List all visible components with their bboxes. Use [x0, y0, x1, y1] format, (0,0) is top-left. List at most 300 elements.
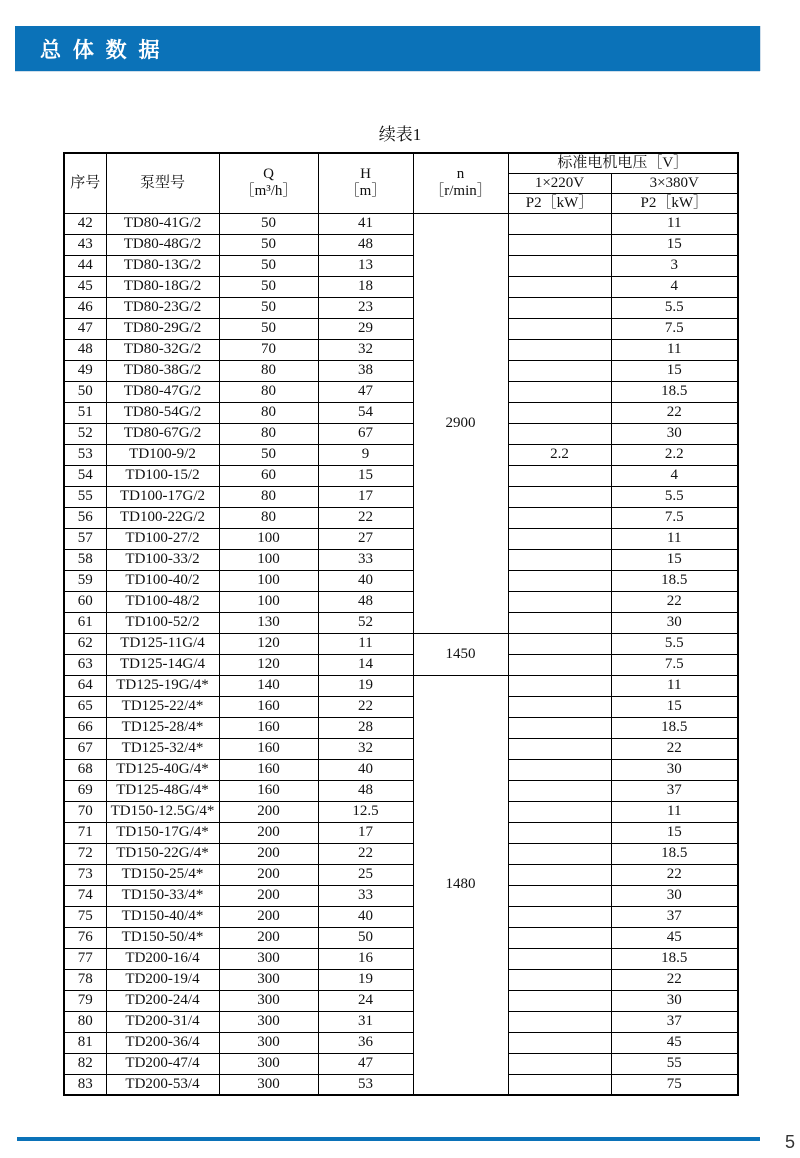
cell-power-220: [508, 633, 611, 654]
cell-power-380: 2.2: [611, 444, 738, 465]
cell-model: TD125-28/4*: [106, 717, 219, 738]
cell-head: 47: [318, 381, 413, 402]
table-row: [64, 570, 738, 591]
cell-head: 52: [318, 612, 413, 633]
table-row: [64, 423, 738, 444]
cell-flow: 100: [219, 528, 318, 549]
cell-power-220: 2.2: [508, 444, 611, 465]
cell-head: 22: [318, 696, 413, 717]
cell-index: 52: [64, 423, 106, 444]
cell-power-220: [508, 528, 611, 549]
cell-head: 25: [318, 864, 413, 885]
table-row: [64, 906, 738, 927]
cell-power-380: 18.5: [611, 381, 738, 402]
cell-power-220: [508, 717, 611, 738]
cell-power-380: 37: [611, 906, 738, 927]
header-flow: [219, 153, 318, 213]
cell-head: 38: [318, 360, 413, 381]
cell-index: 60: [64, 591, 106, 612]
cell-head: 33: [318, 549, 413, 570]
table-header: [64, 153, 738, 213]
cell-power-380: 4: [611, 276, 738, 297]
cell-flow: 50: [219, 444, 318, 465]
table-row: [64, 969, 738, 990]
cell-model: TD80-32G/2: [106, 339, 219, 360]
page-number: 5: [785, 1132, 796, 1152]
cell-head: 17: [318, 822, 413, 843]
cell-power-220: [508, 507, 611, 528]
cell-index: 81: [64, 1032, 106, 1053]
cell-model: TD80-41G/2: [106, 213, 219, 234]
cell-head: 32: [318, 339, 413, 360]
table-row: [64, 927, 738, 948]
cell-power-380: 15: [611, 696, 738, 717]
cell-head: 28: [318, 717, 413, 738]
header-flow-symbol: Q: [263, 166, 274, 183]
cell-power-220: [508, 570, 611, 591]
header-index: 序号: [64, 153, 106, 213]
cell-index: 75: [64, 906, 106, 927]
cell-power-380: 18.5: [611, 717, 738, 738]
table-row: [64, 591, 738, 612]
cell-power-380: 30: [611, 990, 738, 1011]
cell-flow: 120: [219, 654, 318, 675]
cell-head: 41: [318, 213, 413, 234]
table-row: [64, 780, 738, 801]
cell-head: 12.5: [318, 801, 413, 822]
cell-power-220: [508, 948, 611, 969]
cell-model: TD150-40/4*: [106, 906, 219, 927]
cell-head: 22: [318, 507, 413, 528]
cell-power-220: [508, 1053, 611, 1074]
cell-power-380: 15: [611, 822, 738, 843]
cell-head: 40: [318, 570, 413, 591]
cell-flow: 300: [219, 1074, 318, 1095]
cell-power-220: [508, 318, 611, 339]
cell-power-380: 18.5: [611, 570, 738, 591]
section-title: 总 体 数 据: [40, 38, 163, 62]
cell-index: 66: [64, 717, 106, 738]
cell-power-220: [508, 297, 611, 318]
cell-model: TD125-40G/4*: [106, 759, 219, 780]
cell-head: 54: [318, 402, 413, 423]
table-row: [64, 507, 738, 528]
table-caption: 续表1: [378, 125, 422, 144]
cell-index: 55: [64, 486, 106, 507]
cell-head: 50: [318, 927, 413, 948]
cell-head: 48: [318, 780, 413, 801]
cell-model: TD100-17G/2: [106, 486, 219, 507]
cell-model: TD125-48G/4*: [106, 780, 219, 801]
cell-power-220: [508, 738, 611, 759]
cell-index: 61: [64, 612, 106, 633]
cell-power-220: [508, 1011, 611, 1032]
cell-index: 46: [64, 297, 106, 318]
cell-flow: 200: [219, 843, 318, 864]
cell-power-220: [508, 843, 611, 864]
cell-model: TD200-16/4: [106, 948, 219, 969]
cell-model: TD100-40/2: [106, 570, 219, 591]
cell-power-220: [508, 906, 611, 927]
cell-flow: 200: [219, 885, 318, 906]
cell-index: 64: [64, 675, 106, 696]
cell-power-220: [508, 486, 611, 507]
cell-power-380: 37: [611, 780, 738, 801]
cell-flow: 200: [219, 906, 318, 927]
cell-head: 11: [318, 633, 413, 654]
cell-power-380: 18.5: [611, 948, 738, 969]
cell-flow: 160: [219, 780, 318, 801]
cell-index: 53: [64, 444, 106, 465]
cell-power-220: [508, 696, 611, 717]
cell-index: 72: [64, 843, 106, 864]
cell-power-220: [508, 612, 611, 633]
cell-power-380: 11: [611, 801, 738, 822]
cell-model: TD125-11G/4: [106, 633, 219, 654]
cell-flow: 300: [219, 1011, 318, 1032]
cell-head: 32: [318, 738, 413, 759]
header-voltage-380: 3×380V: [611, 173, 738, 193]
table-row: [64, 885, 738, 906]
cell-index: 79: [64, 990, 106, 1011]
cell-index: 74: [64, 885, 106, 906]
cell-flow: 200: [219, 864, 318, 885]
table-row: [64, 633, 738, 654]
cell-flow: 160: [219, 717, 318, 738]
header-voltage-group: 标准电机电压［V］: [508, 153, 738, 173]
cell-power-220: [508, 864, 611, 885]
cell-model: TD100-15/2: [106, 465, 219, 486]
table-row: [64, 759, 738, 780]
cell-model: TD80-29G/2: [106, 318, 219, 339]
header-speed-symbol: n: [456, 166, 465, 183]
cell-flow: 200: [219, 822, 318, 843]
cell-index: 57: [64, 528, 106, 549]
cell-index: 70: [64, 801, 106, 822]
table-row: [64, 255, 738, 276]
cell-power-220: [508, 213, 611, 234]
cell-model: TD125-14G/4: [106, 654, 219, 675]
cell-power-220: [508, 1032, 611, 1053]
cell-power-220: [508, 801, 611, 822]
cell-speed: 1450: [413, 633, 508, 675]
cell-model: TD80-13G/2: [106, 255, 219, 276]
cell-power-220: [508, 927, 611, 948]
cell-power-380: 75: [611, 1074, 738, 1095]
header-speed: [413, 153, 508, 213]
table-row: [64, 1032, 738, 1053]
cell-head: 13: [318, 255, 413, 276]
cell-index: 44: [64, 255, 106, 276]
cell-head: 36: [318, 1032, 413, 1053]
cell-model: TD150-25/4*: [106, 864, 219, 885]
header-head-symbol: H: [360, 166, 371, 183]
cell-model: TD200-31/4: [106, 1011, 219, 1032]
cell-model: TD100-52/2: [106, 612, 219, 633]
section-header-bar: [15, 26, 760, 71]
cell-power-380: 4: [611, 465, 738, 486]
cell-speed: 2900: [413, 213, 508, 633]
cell-model: TD200-47/4: [106, 1053, 219, 1074]
cell-power-380: 15: [611, 549, 738, 570]
cell-head: 67: [318, 423, 413, 444]
cell-index: 54: [64, 465, 106, 486]
cell-flow: 80: [219, 360, 318, 381]
cell-flow: 50: [219, 276, 318, 297]
table-row: [64, 297, 738, 318]
cell-head: 33: [318, 885, 413, 906]
cell-flow: 70: [219, 339, 318, 360]
cell-power-380: 30: [611, 885, 738, 906]
cell-index: 50: [64, 381, 106, 402]
cell-power-380: 5.5: [611, 297, 738, 318]
footer-accent-line: [17, 1137, 760, 1141]
cell-flow: 160: [219, 696, 318, 717]
cell-power-380: 7.5: [611, 318, 738, 339]
cell-index: 47: [64, 318, 106, 339]
cell-power-220: [508, 465, 611, 486]
cell-index: 73: [64, 864, 106, 885]
cell-speed: 1480: [413, 675, 508, 1095]
cell-flow: 50: [219, 318, 318, 339]
cell-model: TD80-47G/2: [106, 381, 219, 402]
cell-index: 42: [64, 213, 106, 234]
cell-head: 27: [318, 528, 413, 549]
cell-power-220: [508, 1074, 611, 1095]
cell-flow: 50: [219, 234, 318, 255]
cell-flow: 200: [219, 927, 318, 948]
table-body: [64, 213, 738, 1095]
cell-model: TD150-33/4*: [106, 885, 219, 906]
header-head-unit: ［m］: [344, 183, 387, 200]
cell-flow: 100: [219, 549, 318, 570]
cell-index: 69: [64, 780, 106, 801]
table-row: [64, 276, 738, 297]
cell-power-220: [508, 990, 611, 1011]
table-row: [64, 528, 738, 549]
cell-power-380: 7.5: [611, 654, 738, 675]
table-row: [64, 738, 738, 759]
table-row: [64, 948, 738, 969]
table-row: [64, 822, 738, 843]
cell-head: 14: [318, 654, 413, 675]
cell-model: TD80-54G/2: [106, 402, 219, 423]
cell-index: 59: [64, 570, 106, 591]
cell-flow: 160: [219, 738, 318, 759]
cell-power-220: [508, 549, 611, 570]
cell-power-380: 15: [611, 234, 738, 255]
cell-power-220: [508, 780, 611, 801]
cell-power-380: 30: [611, 423, 738, 444]
cell-power-380: 22: [611, 969, 738, 990]
cell-power-220: [508, 255, 611, 276]
cell-power-220: [508, 276, 611, 297]
cell-flow: 100: [219, 591, 318, 612]
cell-power-380: 45: [611, 1032, 738, 1053]
cell-head: 47: [318, 1053, 413, 1074]
cell-power-220: [508, 885, 611, 906]
cell-power-220: [508, 381, 611, 402]
cell-model: TD125-32/4*: [106, 738, 219, 759]
cell-model: TD80-48G/2: [106, 234, 219, 255]
cell-power-380: 15: [611, 360, 738, 381]
cell-power-380: 11: [611, 528, 738, 549]
cell-flow: 80: [219, 507, 318, 528]
table-row: [64, 717, 738, 738]
cell-model: TD200-36/4: [106, 1032, 219, 1053]
cell-model: TD80-38G/2: [106, 360, 219, 381]
cell-model: TD100-33/2: [106, 549, 219, 570]
cell-head: 48: [318, 591, 413, 612]
cell-flow: 300: [219, 990, 318, 1011]
cell-power-220: [508, 423, 611, 444]
cell-head: 17: [318, 486, 413, 507]
cell-power-380: 3: [611, 255, 738, 276]
cell-head: 31: [318, 1011, 413, 1032]
cell-power-380: 11: [611, 339, 738, 360]
cell-power-380: 22: [611, 738, 738, 759]
table-row: [64, 402, 738, 423]
cell-model: TD80-67G/2: [106, 423, 219, 444]
cell-power-380: 22: [611, 864, 738, 885]
cell-head: 53: [318, 1074, 413, 1095]
cell-power-380: 7.5: [611, 507, 738, 528]
cell-model: TD150-50/4*: [106, 927, 219, 948]
cell-model: TD80-23G/2: [106, 297, 219, 318]
cell-head: 24: [318, 990, 413, 1011]
cell-flow: 60: [219, 465, 318, 486]
cell-flow: 140: [219, 675, 318, 696]
cell-index: 48: [64, 339, 106, 360]
table-row: [64, 339, 738, 360]
cell-flow: 300: [219, 1032, 318, 1053]
cell-index: 49: [64, 360, 106, 381]
cell-index: 51: [64, 402, 106, 423]
cell-power-380: 22: [611, 402, 738, 423]
table-row: [64, 486, 738, 507]
cell-head: 16: [318, 948, 413, 969]
cell-head: 19: [318, 675, 413, 696]
table-row: [64, 465, 738, 486]
header-power-220: P2［kW］: [508, 193, 611, 213]
cell-flow: 160: [219, 759, 318, 780]
cell-index: 65: [64, 696, 106, 717]
cell-model: TD100-48/2: [106, 591, 219, 612]
cell-power-380: 45: [611, 927, 738, 948]
table-row: [64, 234, 738, 255]
cell-head: 18: [318, 276, 413, 297]
cell-flow: 50: [219, 297, 318, 318]
cell-flow: 80: [219, 402, 318, 423]
cell-index: 80: [64, 1011, 106, 1032]
cell-model: TD150-17G/4*: [106, 822, 219, 843]
table-row: [64, 675, 738, 696]
cell-index: 56: [64, 507, 106, 528]
header-model: 泵型号: [106, 153, 219, 213]
cell-head: 40: [318, 906, 413, 927]
table-row: [64, 864, 738, 885]
cell-power-380: 11: [611, 213, 738, 234]
cell-power-220: [508, 402, 611, 423]
cell-power-220: [508, 339, 611, 360]
pump-data-table: [63, 152, 739, 1096]
cell-flow: 80: [219, 381, 318, 402]
cell-power-220: [508, 234, 611, 255]
cell-head: 48: [318, 234, 413, 255]
cell-power-380: 11: [611, 675, 738, 696]
cell-power-220: [508, 360, 611, 381]
header-power-380: P2［kW］: [611, 193, 738, 213]
table-row: [64, 213, 738, 234]
cell-power-380: 30: [611, 612, 738, 633]
cell-index: 68: [64, 759, 106, 780]
cell-power-380: 37: [611, 1011, 738, 1032]
cell-power-220: [508, 591, 611, 612]
table-row: [64, 549, 738, 570]
cell-index: 63: [64, 654, 106, 675]
cell-model: TD150-22G/4*: [106, 843, 219, 864]
cell-flow: 300: [219, 1053, 318, 1074]
cell-model: TD100-27/2: [106, 528, 219, 549]
cell-flow: 130: [219, 612, 318, 633]
cell-model: TD80-18G/2: [106, 276, 219, 297]
cell-index: 82: [64, 1053, 106, 1074]
cell-model: TD100-9/2: [106, 444, 219, 465]
cell-flow: 80: [219, 486, 318, 507]
cell-head: 40: [318, 759, 413, 780]
cell-index: 58: [64, 549, 106, 570]
cell-power-220: [508, 654, 611, 675]
cell-model: TD200-24/4: [106, 990, 219, 1011]
table-row: [64, 654, 738, 675]
cell-flow: 200: [219, 801, 318, 822]
cell-power-380: 22: [611, 591, 738, 612]
header-voltage-220: 1×220V: [508, 173, 611, 193]
cell-power-220: [508, 822, 611, 843]
cell-power-380: 30: [611, 759, 738, 780]
cell-index: 45: [64, 276, 106, 297]
cell-model: TD200-53/4: [106, 1074, 219, 1095]
table-row: [64, 360, 738, 381]
cell-flow: 80: [219, 423, 318, 444]
table-row: [64, 444, 738, 465]
cell-index: 83: [64, 1074, 106, 1095]
cell-power-380: 55: [611, 1053, 738, 1074]
cell-power-220: [508, 759, 611, 780]
cell-head: 29: [318, 318, 413, 339]
header-head: [318, 153, 413, 213]
table-row: [64, 381, 738, 402]
cell-index: 77: [64, 948, 106, 969]
cell-index: 78: [64, 969, 106, 990]
cell-flow: 50: [219, 255, 318, 276]
header-speed-unit: ［r/min］: [429, 183, 492, 200]
cell-flow: 300: [219, 948, 318, 969]
cell-power-220: [508, 969, 611, 990]
cell-flow: 120: [219, 633, 318, 654]
cell-power-380: 5.5: [611, 486, 738, 507]
table-row: [64, 843, 738, 864]
table-row: [64, 1053, 738, 1074]
cell-head: 22: [318, 843, 413, 864]
cell-model: TD125-19G/4*: [106, 675, 219, 696]
table-row: [64, 801, 738, 822]
cell-power-380: 18.5: [611, 843, 738, 864]
table-row: [64, 696, 738, 717]
table-row: [64, 1074, 738, 1095]
cell-flow: 50: [219, 213, 318, 234]
table-row: [64, 1011, 738, 1032]
